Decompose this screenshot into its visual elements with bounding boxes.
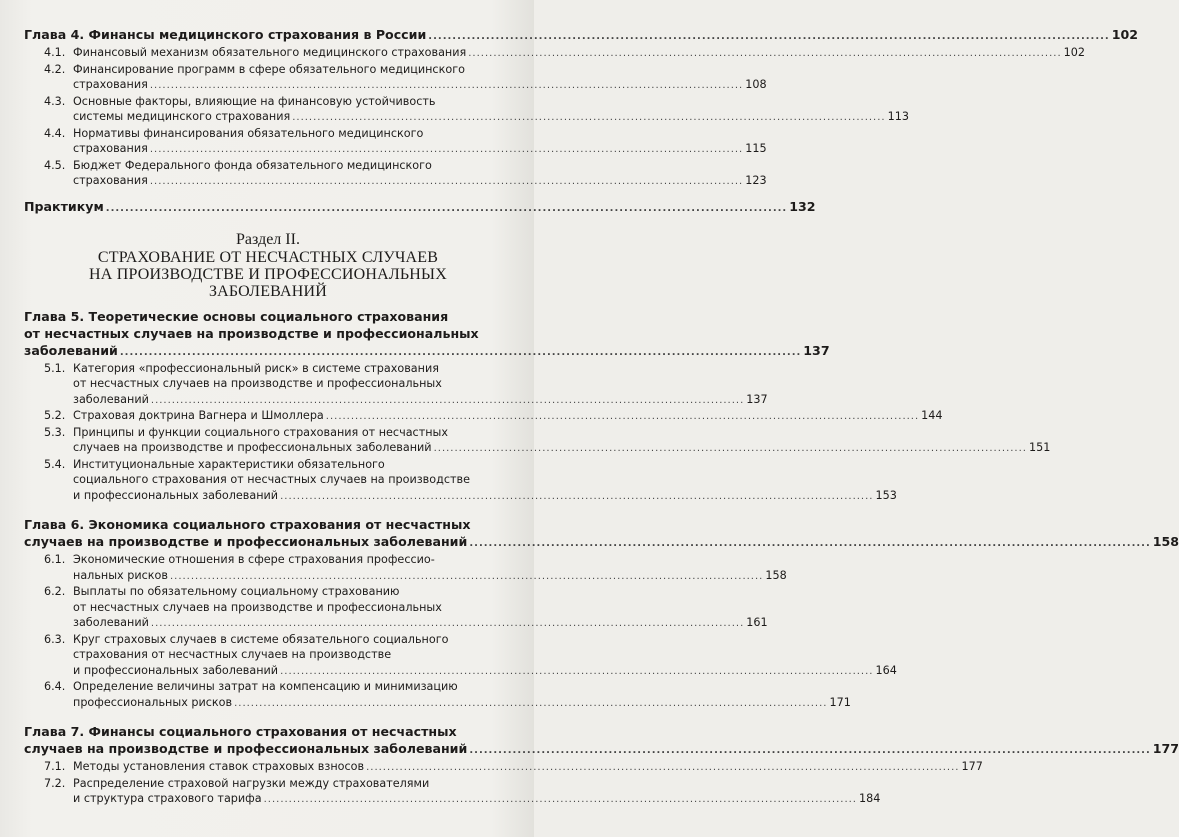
practicum-title: Практикум bbox=[24, 198, 104, 214]
section-text-line: Институциональные характеристики обязательного bbox=[73, 457, 385, 471]
section-text-line: Нормативы финансирования обязательного медицинского bbox=[73, 126, 424, 140]
part-title-line: СТРАХОВАНИЕ ОТ НЕСЧАСТНЫХ СЛУЧАЕВ bbox=[97, 248, 439, 266]
section-text-line: Принципы и функции социального страхования от несчастных bbox=[73, 425, 448, 439]
section-last-line bbox=[73, 408, 943, 425]
page-number: 108 bbox=[745, 78, 767, 91]
leader-dots bbox=[326, 409, 919, 425]
entry-text: системы медицинского страхования bbox=[73, 110, 291, 123]
entry-text: заболеваний bbox=[73, 392, 149, 406]
section-last-line bbox=[73, 141, 767, 158]
section-text-line: Основные факторы, влияющие на финансовую устойчивость bbox=[73, 94, 436, 108]
leader-dots bbox=[366, 760, 959, 776]
entry-text: страхования bbox=[73, 174, 148, 187]
chapter-title-line: Глава 7. Финансы социального страхования от несчастных bbox=[24, 724, 457, 739]
section-number: 5.4. bbox=[44, 457, 66, 471]
entry-text: и структура страхового тарифа bbox=[73, 792, 262, 805]
section-last-line bbox=[73, 791, 880, 808]
section-number: 4.3. bbox=[44, 94, 66, 108]
page-number: 184 bbox=[859, 792, 881, 805]
section-body bbox=[73, 759, 983, 776]
section-body bbox=[73, 552, 787, 584]
chapter-title: Глава 4. Финансы медицинского страхования в России bbox=[24, 27, 427, 42]
section-body bbox=[73, 457, 897, 505]
leader-dots bbox=[170, 569, 763, 585]
section-last-line bbox=[73, 45, 1085, 62]
section-text-line: Круг страховых случаев в системе обязательного социального bbox=[73, 632, 449, 646]
section-entry[interactable] bbox=[44, 776, 881, 808]
section-body bbox=[73, 408, 943, 425]
page-number: 123 bbox=[745, 174, 767, 187]
section-last-line bbox=[73, 615, 768, 632]
section-number: 5.2. bbox=[44, 409, 66, 422]
section-body bbox=[73, 679, 851, 711]
leader-dots bbox=[106, 200, 787, 217]
chapter-last-line bbox=[24, 533, 1179, 552]
page-number: 171 bbox=[829, 695, 851, 709]
page-number: 177 bbox=[1152, 741, 1179, 756]
section-last-line bbox=[73, 77, 767, 94]
page-number: 161 bbox=[746, 616, 768, 629]
part-title-line: НА ПРОИЗВОДСТВЕ И ПРОФЕССИОНАЛЬНЫХ bbox=[89, 265, 447, 283]
leader-dots bbox=[150, 142, 743, 158]
entry-text: заболеваний bbox=[73, 616, 149, 629]
section-number: 5.3. bbox=[44, 425, 66, 439]
section-entry[interactable] bbox=[44, 425, 1051, 457]
chapter-6-entry[interactable] bbox=[24, 516, 1179, 552]
chapter-4-sections bbox=[44, 45, 1085, 190]
page-number: 137 bbox=[803, 342, 830, 358]
section-text-line: Распределение страховой нагрузки между страхователями bbox=[73, 776, 430, 790]
page-number: 144 bbox=[921, 409, 943, 422]
section-last-line bbox=[73, 488, 897, 505]
page-number: 153 bbox=[875, 488, 897, 502]
section-number: 6.3. bbox=[44, 632, 66, 646]
table-of-contents bbox=[24, 26, 1179, 808]
section-number: 4.2. bbox=[44, 62, 66, 76]
chapter-7-sections bbox=[44, 759, 983, 808]
entry-text: профессиональных рисков bbox=[73, 695, 233, 709]
leader-dots bbox=[280, 489, 873, 505]
section-last-line bbox=[73, 440, 1050, 457]
section-body bbox=[73, 361, 768, 409]
section-number: 7.1. bbox=[44, 760, 66, 773]
part-title-line: ЗАБОЛЕВАНИЙ bbox=[208, 282, 328, 300]
section-entry[interactable] bbox=[44, 361, 768, 409]
section-entry[interactable] bbox=[44, 126, 767, 158]
section-number: 6.2. bbox=[44, 585, 66, 598]
section-entry[interactable] bbox=[44, 679, 851, 711]
leader-dots bbox=[150, 78, 743, 94]
page-number: 102 bbox=[1063, 46, 1085, 59]
section-entry[interactable] bbox=[44, 457, 897, 505]
chapter-last-line bbox=[24, 740, 1179, 759]
entry-text: Страховая доктрина Вагнера и Шмоллера bbox=[73, 409, 324, 422]
entry-text: случаев на производстве и профессиональных заболеваний bbox=[24, 534, 468, 549]
entry-text: страхования bbox=[73, 78, 148, 91]
chapter-5-entry[interactable] bbox=[24, 308, 830, 361]
entry-text: Финансовый механизм обязательного медицинского страхования bbox=[73, 46, 467, 59]
chapter-last-line bbox=[24, 342, 830, 361]
section-last-line bbox=[73, 109, 909, 126]
page-number: 137 bbox=[746, 392, 768, 406]
section-last-line bbox=[73, 568, 787, 585]
leader-dots bbox=[469, 535, 1150, 552]
section-text-line: Бюджет Федерального фонда обязательного медицинского bbox=[73, 158, 432, 172]
section-text-line: Выплаты по обязательному социальному страхованию bbox=[73, 585, 400, 598]
section-body bbox=[73, 45, 1085, 62]
section-last-line bbox=[73, 173, 767, 190]
section-number: 4.4. bbox=[44, 126, 66, 140]
entry-text: случаев на производстве и профессиональных заболеваний bbox=[24, 741, 468, 756]
section-body bbox=[73, 776, 880, 808]
section-number: 6.4. bbox=[44, 680, 66, 693]
section-last-line bbox=[73, 392, 768, 409]
section-body bbox=[73, 425, 1050, 457]
entry-text: нальных рисков bbox=[73, 568, 168, 582]
leader-dots bbox=[428, 28, 1109, 45]
page-number: 113 bbox=[887, 110, 909, 123]
section-body bbox=[73, 584, 768, 632]
section-last-line bbox=[73, 663, 897, 680]
page-number: 151 bbox=[1028, 441, 1051, 454]
page-number: 164 bbox=[875, 663, 897, 677]
section-text-line: страхования от несчастных случаев на производстве bbox=[73, 648, 392, 661]
leader-dots bbox=[234, 696, 827, 712]
chapter-title-line: Глава 5. Теоретические основы социального страхования bbox=[24, 308, 449, 324]
page-number: 115 bbox=[745, 142, 767, 155]
section-text-line: Финансирование программ в сфере обязательного медицинского bbox=[73, 62, 465, 76]
section-entry[interactable] bbox=[44, 408, 943, 425]
chapter-title-line: от несчастных случаев на производстве и профессиональных bbox=[24, 325, 479, 341]
section-entry[interactable] bbox=[44, 759, 983, 776]
page-number: 158 bbox=[1152, 534, 1179, 549]
section-body bbox=[73, 94, 909, 126]
chapter-6-sections bbox=[44, 552, 897, 711]
section-body bbox=[73, 62, 767, 94]
section-entry[interactable] bbox=[44, 632, 897, 680]
section-entry[interactable] bbox=[44, 45, 1085, 62]
entry-text: случаев на производстве и профессиональных заболеваний bbox=[73, 441, 432, 454]
entry-text: и профессиональных заболеваний bbox=[73, 488, 279, 502]
leader-dots bbox=[264, 792, 857, 808]
section-body bbox=[73, 158, 767, 190]
page-number: 102 bbox=[1111, 27, 1139, 42]
section-entry[interactable] bbox=[44, 552, 787, 584]
chapter-5-sections bbox=[44, 361, 1051, 505]
entry-text: Методы установления ставок страховых взносов bbox=[73, 760, 365, 773]
leader-dots bbox=[120, 344, 801, 361]
practicum-entry[interactable] bbox=[24, 198, 816, 217]
section-last-line bbox=[73, 759, 983, 776]
section-body bbox=[73, 632, 897, 680]
section-entry[interactable] bbox=[44, 94, 909, 126]
page-number: 158 bbox=[765, 568, 787, 582]
section-number: 4.1. bbox=[44, 46, 66, 59]
section-text-line: Экономические отношения в сфере страхования профессио- bbox=[73, 553, 435, 566]
chapter-4-entry[interactable] bbox=[24, 26, 1139, 45]
entry-text: заболеваний bbox=[24, 342, 118, 358]
leader-dots bbox=[151, 616, 744, 632]
leader-dots bbox=[469, 742, 1150, 759]
page-number: 177 bbox=[961, 760, 983, 773]
entry-text: страхования bbox=[73, 142, 148, 155]
section-text-line: Определение величины затрат на компенсацию и минимизацию bbox=[73, 680, 458, 693]
section-text-line: от несчастных случаев на производстве и профессиональных bbox=[73, 600, 442, 614]
leader-dots bbox=[468, 46, 1061, 62]
leader-dots bbox=[151, 393, 744, 409]
section-entry[interactable] bbox=[44, 62, 767, 94]
leader-dots bbox=[292, 110, 885, 126]
leader-dots bbox=[150, 174, 743, 190]
section-number: 6.1. bbox=[44, 553, 66, 566]
chapter-7-entry[interactable] bbox=[24, 723, 1179, 759]
section-text-line: Категория «профессиональный риск» в системе страхования bbox=[73, 361, 439, 375]
leader-dots bbox=[280, 664, 873, 680]
section-last-line bbox=[73, 695, 851, 712]
section-number: 7.2. bbox=[44, 776, 66, 790]
section-entry[interactable] bbox=[44, 158, 767, 190]
section-number: 4.5. bbox=[44, 158, 66, 172]
entry-text: и профессиональных заболеваний bbox=[73, 663, 279, 677]
section-entry[interactable] bbox=[44, 584, 768, 632]
chapter-title-line: Глава 6. Экономика социального страхования от несчастных bbox=[24, 517, 471, 532]
section-number: 5.1. bbox=[44, 361, 66, 375]
part-label: Раздел II. bbox=[236, 230, 300, 248]
section-body bbox=[73, 126, 767, 158]
leader-dots bbox=[434, 441, 1027, 457]
section-text-line: от несчастных случаев на производстве и профессиональных bbox=[73, 377, 442, 390]
section-text-line: социального страхования от несчастных случаев на производстве bbox=[73, 473, 470, 486]
part-2-heading bbox=[24, 231, 512, 300]
page-number: 132 bbox=[789, 198, 816, 214]
